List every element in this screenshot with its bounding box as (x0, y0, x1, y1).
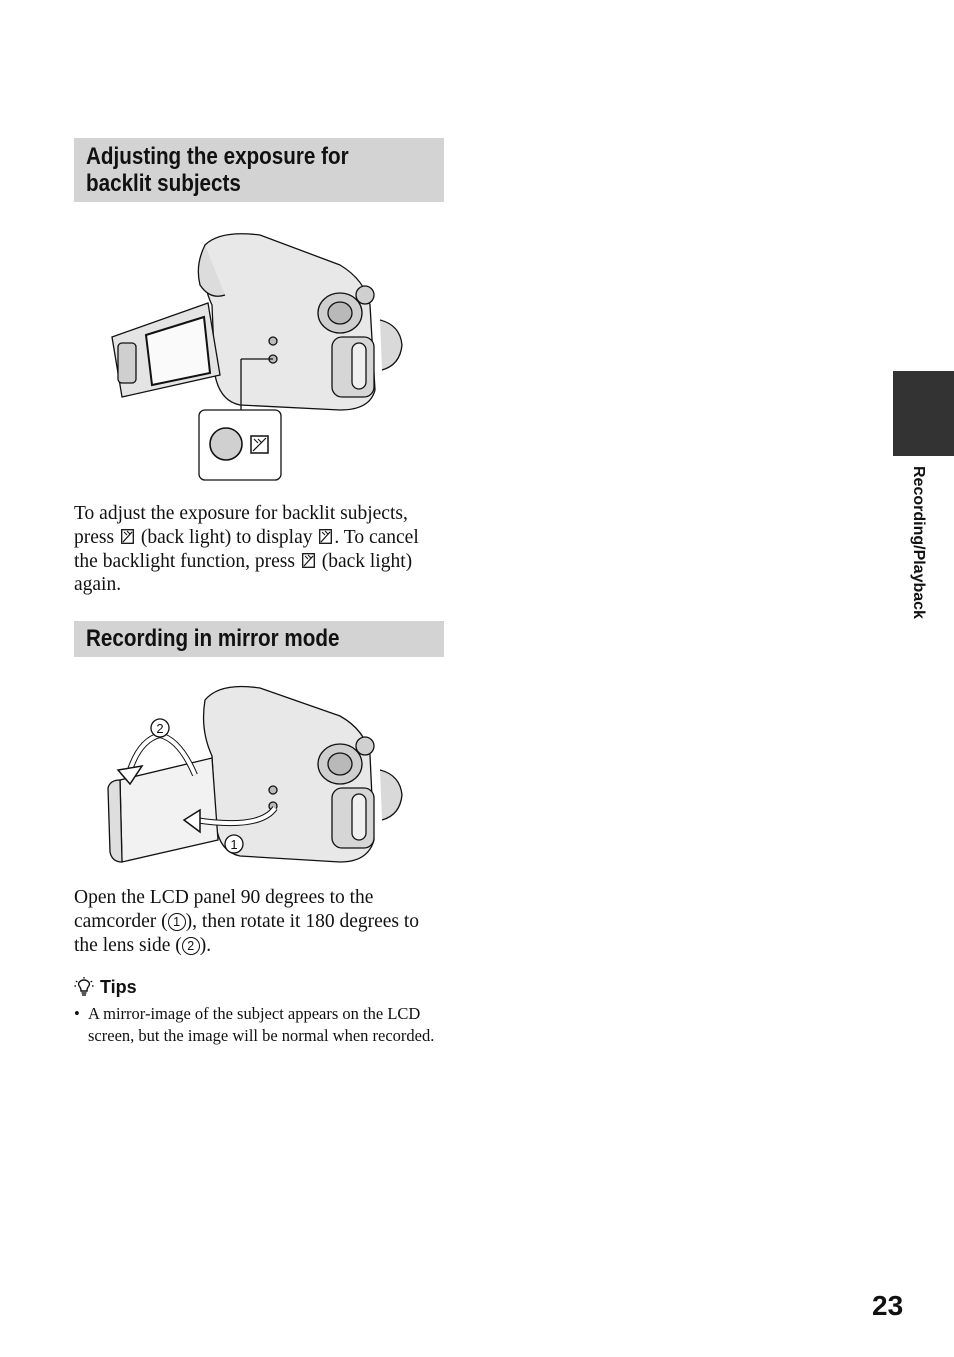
circled-number-2: 2 (182, 937, 200, 955)
camcorder-backlight-illustration (100, 225, 420, 487)
backlit-instructions (74, 502, 446, 597)
backlit-text-1: To adjust the exposure for backlit subjects, press (74, 503, 408, 548)
backlit-text-2: (back light) to display (140, 526, 313, 548)
section-heading-backlit (74, 138, 444, 202)
side-tab-marker (893, 371, 954, 456)
tips-list (74, 1003, 446, 1046)
backlit-text-4: (back light) again. (74, 550, 413, 596)
backlit-text-3: . To cancel the backlight function, press (74, 526, 419, 572)
side-tab-label: Recording/Playback (910, 466, 927, 619)
section-heading-mirror-text: Recording in mirror mode (86, 625, 340, 652)
mirror-instructions (74, 886, 446, 957)
tips-heading (74, 974, 137, 1000)
back-light-icon (319, 529, 332, 544)
section-heading-backlit-line2: backlit subjects (86, 170, 241, 197)
circled-number-1: 1 (168, 913, 186, 931)
section-heading-backlit-line1: Adjusting the exposure for (86, 143, 349, 170)
back-light-icon (121, 529, 134, 544)
page-number: 23 (872, 1290, 904, 1321)
step-2-label: 2 (156, 721, 164, 736)
section-heading-mirror (74, 621, 444, 657)
step-1-label: 1 (230, 837, 238, 852)
mirror-text-3: ). (199, 934, 212, 956)
mirror-text-1: Open the LCD panel 90 degrees to the camcorder ( (74, 887, 374, 932)
tip-item: • A mirror-image of the subject appears on the LCD screen, but the image will be normal when recorded. (74, 1003, 446, 1046)
back-light-icon (302, 553, 315, 568)
camcorder-mirror-illustration (100, 680, 420, 870)
tips-bulb-icon (74, 977, 94, 997)
mirror-text-2: ), then rotate it 180 degrees to the lens side ( (74, 910, 420, 956)
tips-heading-text: Tips (100, 976, 137, 997)
